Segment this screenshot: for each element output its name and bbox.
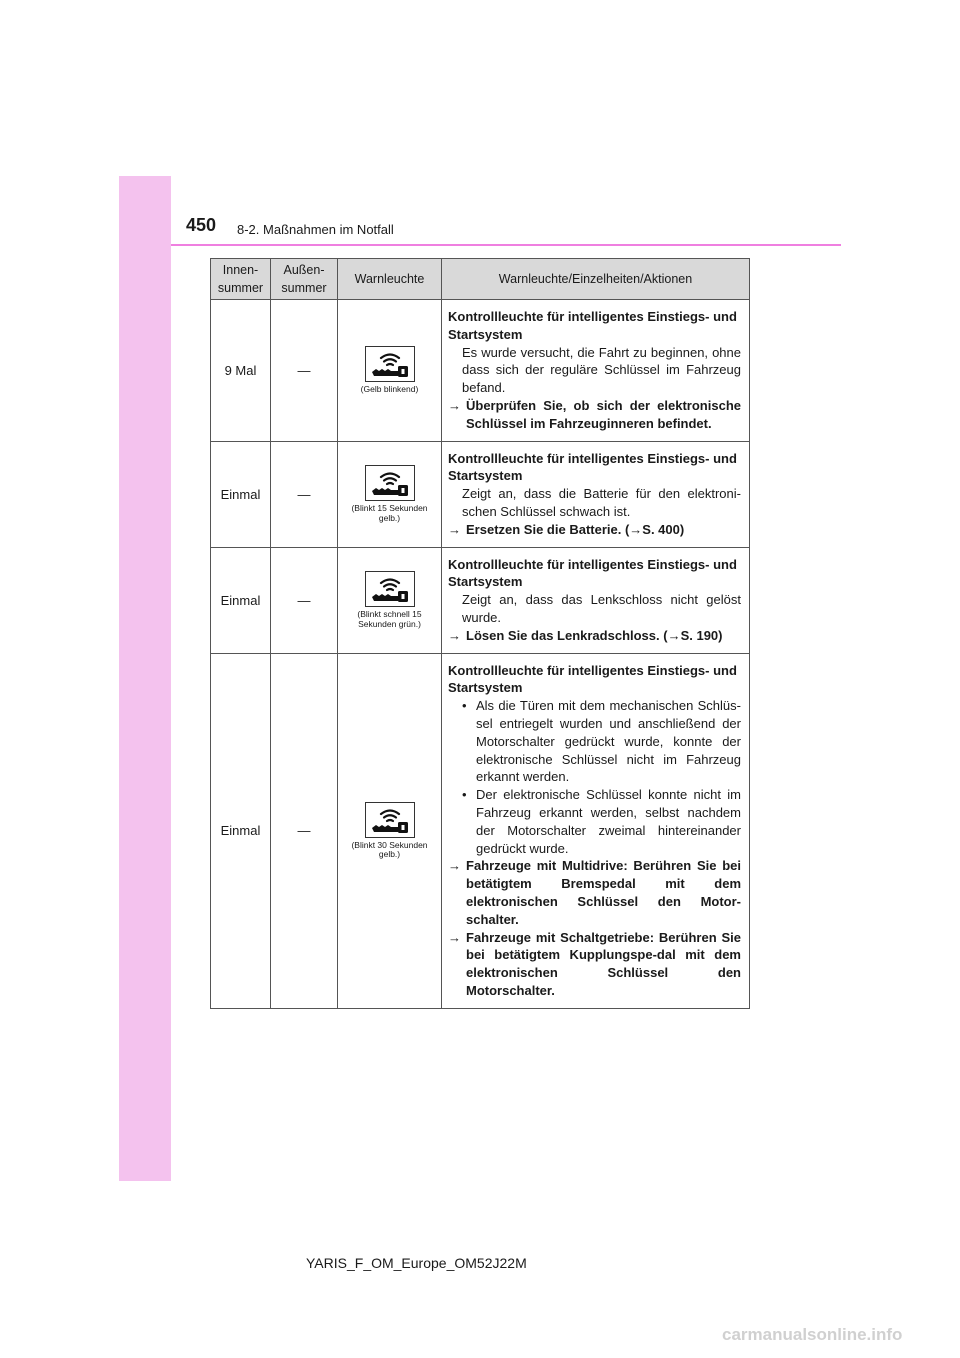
arrow-right-icon: → — [448, 397, 461, 413]
arrow-right-icon: → — [448, 521, 461, 537]
arrow-right-icon: → — [448, 627, 461, 643]
header-details: Warnleuchte/Einzelheiten/Aktionen — [442, 259, 750, 300]
bullet-icon: • — [462, 698, 467, 714]
warning-table — [210, 258, 750, 1009]
action-text: Überprüfen Sie, ob sich der elektronische Schlüssel im Fahrzeuginneren befindet. — [466, 397, 741, 431]
action-instruction — [448, 857, 741, 928]
smart-key-icon — [370, 350, 410, 378]
list-item — [448, 786, 741, 857]
indicator-description: Zeigt an, dass das Lenkschloss nicht gelöst wurde. — [462, 592, 741, 625]
bullet-icon: • — [462, 787, 467, 803]
action-text: Fahrzeuge mit Multidrive: Berühren Sie bei betätigtem Bremspedal mit dem elektronischen Schlüssel den Motor-schalter. — [466, 858, 741, 927]
table-header-row — [211, 259, 750, 300]
list-item — [448, 697, 741, 786]
page-number: 450 — [186, 215, 217, 235]
smart-key-icon — [370, 575, 410, 603]
smart-key-icon — [370, 806, 410, 834]
details-cell — [442, 653, 750, 1008]
warning-lamp-box — [365, 571, 415, 607]
warning-lamp-cell — [338, 547, 442, 653]
details-cell — [442, 441, 750, 547]
arrow-right-icon: → — [448, 929, 461, 945]
details-cell — [442, 300, 750, 442]
indicator-title: Kontrollleuchte für intelligentes Einstiegs- und Startsystem — [448, 556, 737, 590]
warning-lamp-cell — [338, 653, 442, 1008]
details-cell — [442, 547, 750, 653]
inside-buzzer-count: Einmal — [211, 441, 271, 547]
indicator-title: Kontrollleuchte für intelligentes Einstiegs- und Startsystem — [448, 662, 737, 696]
inside-buzzer-count: 9 Mal — [211, 300, 271, 442]
lamp-caption: (Gelb blinkend) — [360, 384, 419, 395]
lamp-caption: (Blinkt schnell 15 Sekunden grün.) — [357, 609, 422, 629]
action-text: Ersetzen Sie die Batterie. (→S. 400) — [466, 521, 685, 537]
smart-key-icon — [370, 469, 410, 497]
indicator-title: Kontrollleuchte für intelligentes Einstiegs- und Startsystem — [448, 450, 737, 484]
indicator-title: Kontrollleuchte für intelligentes Einstiegs- und Startsystem — [448, 309, 737, 342]
header-outside-buzzer: Außen- summer — [271, 259, 338, 300]
arrow-right-icon: → — [448, 858, 461, 874]
indicator-description: Es wurde versucht, die Fahrt zu beginnen, ohne dass sich der reguläre Schlüssel im Fahrzeug befand. — [462, 344, 741, 396]
warning-lamp-cell — [338, 441, 442, 547]
inside-buzzer-count: Einmal — [211, 653, 271, 1008]
action-instruction — [448, 929, 741, 1000]
table-row — [211, 441, 750, 547]
watermark: carmanualsonline.info — [722, 1325, 903, 1344]
lamp-caption: (Blinkt 30 Sekunden gelb.) — [351, 839, 428, 860]
lamp-caption: (Blinkt 15 Sekunden gelb.) — [351, 503, 428, 523]
outside-buzzer-count: — — [271, 441, 338, 547]
warning-lamp-box — [365, 346, 415, 382]
action-text: Lösen Sie das Lenkradschloss. (→S. 190) — [466, 627, 723, 643]
action-instruction — [448, 397, 741, 433]
action-text: Fahrzeuge mit Schaltgetriebe: Berühren Sie bei betätigtem Kupplungspe-dal mit dem elektronischen Schlüssel den Motorschalter. — [466, 929, 741, 998]
condition-text: Der elektronische Schlüssel konnte nicht im Fahrzeug erkannt werden, selbst nachdem der Motorschalter zweimal hintereinander gedrückt wurde. — [476, 787, 741, 856]
warning-lamp-box — [365, 465, 415, 501]
action-instruction — [448, 521, 741, 539]
warning-lamp-cell — [338, 300, 442, 442]
outside-buzzer-count: — — [271, 547, 338, 653]
header-inside-buzzer: Innen- summer — [211, 259, 271, 300]
header-rule — [171, 244, 841, 246]
footer-document-code: YARIS_F_OM_Europe_OM52J22M — [306, 1255, 527, 1271]
condition-text: Als die Türen mit dem mechanischen Schlüs-sel entriegelt wurden und anschließend der Motorschalter gedrückt wurde, konnte der elektronische Schlüssel nicht im Fahrzeug erkannt werden. — [476, 698, 741, 785]
action-instruction — [448, 627, 741, 645]
inside-buzzer-count: Einmal — [211, 547, 271, 653]
indicator-description: Zeigt an, dass die Batterie für den elektroni-schen Schlüssel schwach ist. — [462, 486, 741, 519]
section-title: 8-2. Maßnahmen im Notfall — [237, 222, 394, 237]
header-warning-lamp: Warnleuchte — [338, 259, 442, 300]
warning-lamp-box — [365, 802, 415, 838]
table-row — [211, 547, 750, 653]
table-row — [211, 300, 750, 442]
outside-buzzer-count: — — [271, 653, 338, 1008]
side-tab-band — [119, 176, 171, 1181]
outside-buzzer-count: — — [271, 300, 338, 442]
table-row — [211, 653, 750, 1008]
condition-list — [448, 697, 741, 857]
